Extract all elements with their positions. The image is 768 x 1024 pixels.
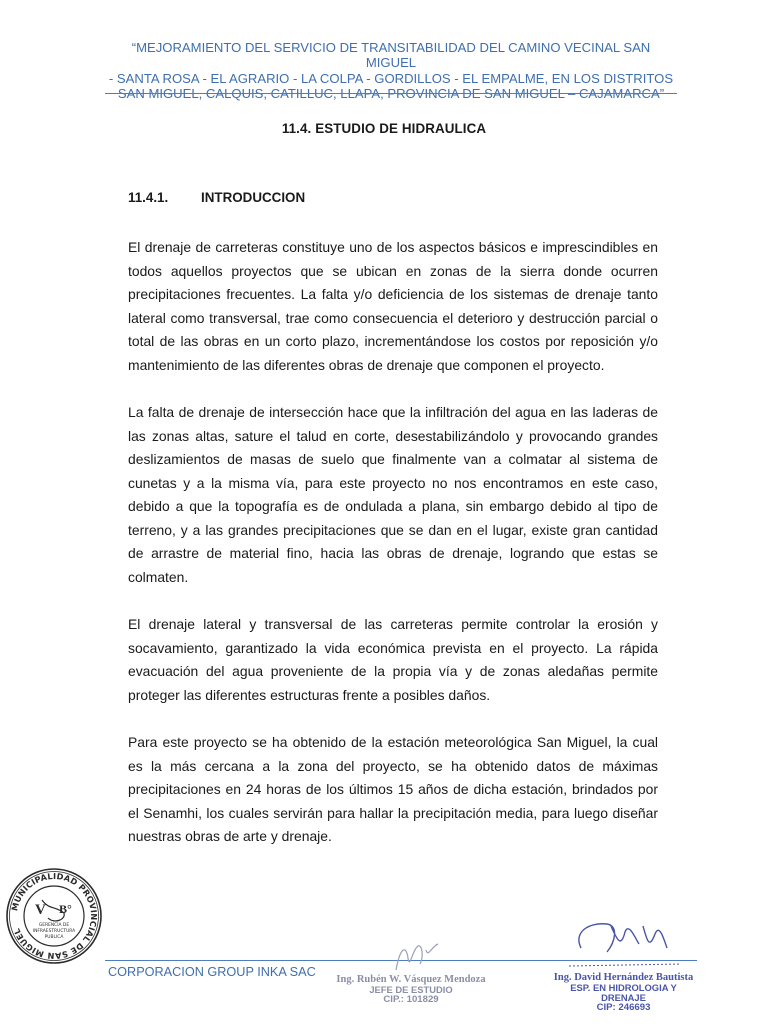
municipal-seal-stamp <box>4 866 104 966</box>
header-divider <box>105 93 677 94</box>
paragraph-4: Para este proyecto se ha obtenido de la estación meteorológica San Miguel, la cual es la más cercana a la zona del proyecto, se ha obtenido datos de máximas precipitaciones en 24 horas de los últimos 15 años de dicha estación, brindados por el Senamhi, los cuales servirán para hallar la precipitación media, para luego diseñar nuestras obras de arte y drenaje. <box>128 734 658 844</box>
svg-text:INFRAESTRUCTURA: INFRAESTRUCTURA <box>32 929 76 934</box>
signature-block-1 <box>326 940 496 1005</box>
subsection-title: INTRODUCCION <box>201 190 306 205</box>
signer-1-name: Ing. Rubén W. Vásquez Mendoza <box>336 974 486 985</box>
paragraph-3: El drenaje lateral y transversal de las carreteras permite controlar la erosión y socavamiento, garantizado la vida económica prevista en el proyecto. La rápida evacuación del agua proveniente de la propia vía y de zonas aledañas permite proteger las diferentes estructuras frente a posibles daños. <box>128 616 658 703</box>
svg-text:GERENCIA DE: GERENCIA DE <box>38 923 70 928</box>
signer-1-cip: CIP.: 101829 <box>383 994 439 1005</box>
signature-scribble-2 <box>559 918 689 972</box>
svg-text:V: V <box>35 902 46 918</box>
signer-2-name: Ing. David Hernández Bautista <box>553 972 694 983</box>
signer-2-role-line-1: ESP. EN HIDROLOGIA Y <box>570 982 677 993</box>
body-text <box>128 236 658 873</box>
svg-text:MUNICIPALIDAD PROVINCIAL DE SA: MUNICIPALIDAD PROVINCIAL DE SAN MIGUEL <box>9 870 100 962</box>
subsection-number: 11.4.1. <box>128 190 169 205</box>
section-title: 11.4. ESTUDIO DE HIDRAULICA <box>281 121 487 136</box>
header-line-2: - SANTA ROSA - EL AGRARIO - LA COLPA - GORDILLOS - EL EMPALME, EN LOS DISTRITOS <box>108 70 674 86</box>
footer-company-name: CORPORACION GROUP INKA SAC <box>108 965 316 979</box>
paragraph-1: El drenaje de carreteras constituye uno de los aspectos básicos e imprescindibles en todos aquellos proyectos que se ubican en zonas de la sierra donde ocurren precipitaciones frecuentes. La falta y/o deficiencia de los sistemas de drenaje tanto lateral como transversal, trae como consecuencia el deterioro y destrucción parcial o total de las obras en un corto plazo, incrementándose los costos por reposición y/o mantenimiento de las diferentes obras de drenaje que componen el proyecto. <box>128 239 658 373</box>
signature-scribble-1 <box>366 940 456 974</box>
header-line-1: “MEJORAMIENTO DEL SERVICIO DE TRANSITABILIDAD DEL CAMINO VECINAL SAN MIGUEL <box>131 40 651 71</box>
signer-2-role-line-2: DRENAJE <box>601 992 646 1003</box>
signer-1-role: JEFE DE ESTUDIO <box>369 984 453 995</box>
header-line-3: SAN MIGUEL, CALQUIS, CATILLUC, LLAPA, PROVINCIA DE SAN MIGUEL – CAJAMARCA” <box>117 86 665 102</box>
paragraph-2: La falta de drenaje de intersección hace que la infiltración del agua en las laderas de las zonas altas, sature el talud en corte, desestabilizándolo y provocando grandes deslizamientos de masas de suelo que finalmente van a colmatar al sistema de cunetas y a la misma vía, para este proyecto no nos encontramos en este caso, debido a que la topografía es de ondulada a plana, sin embargo debido al tipo de terreno, y a las grandes precipitaciones que se dan en el lugar, existe gran cantidad de arrastre de material fino, hacia las obras de drenaje, logrando que estas se colmaten. <box>128 404 658 585</box>
signature-block-2 <box>536 918 711 1013</box>
signer-2-cip: CIP: 246693 <box>596 1002 651 1013</box>
svg-text:PUBLICA: PUBLICA <box>44 935 64 940</box>
svg-text:B°: B° <box>59 902 72 916</box>
